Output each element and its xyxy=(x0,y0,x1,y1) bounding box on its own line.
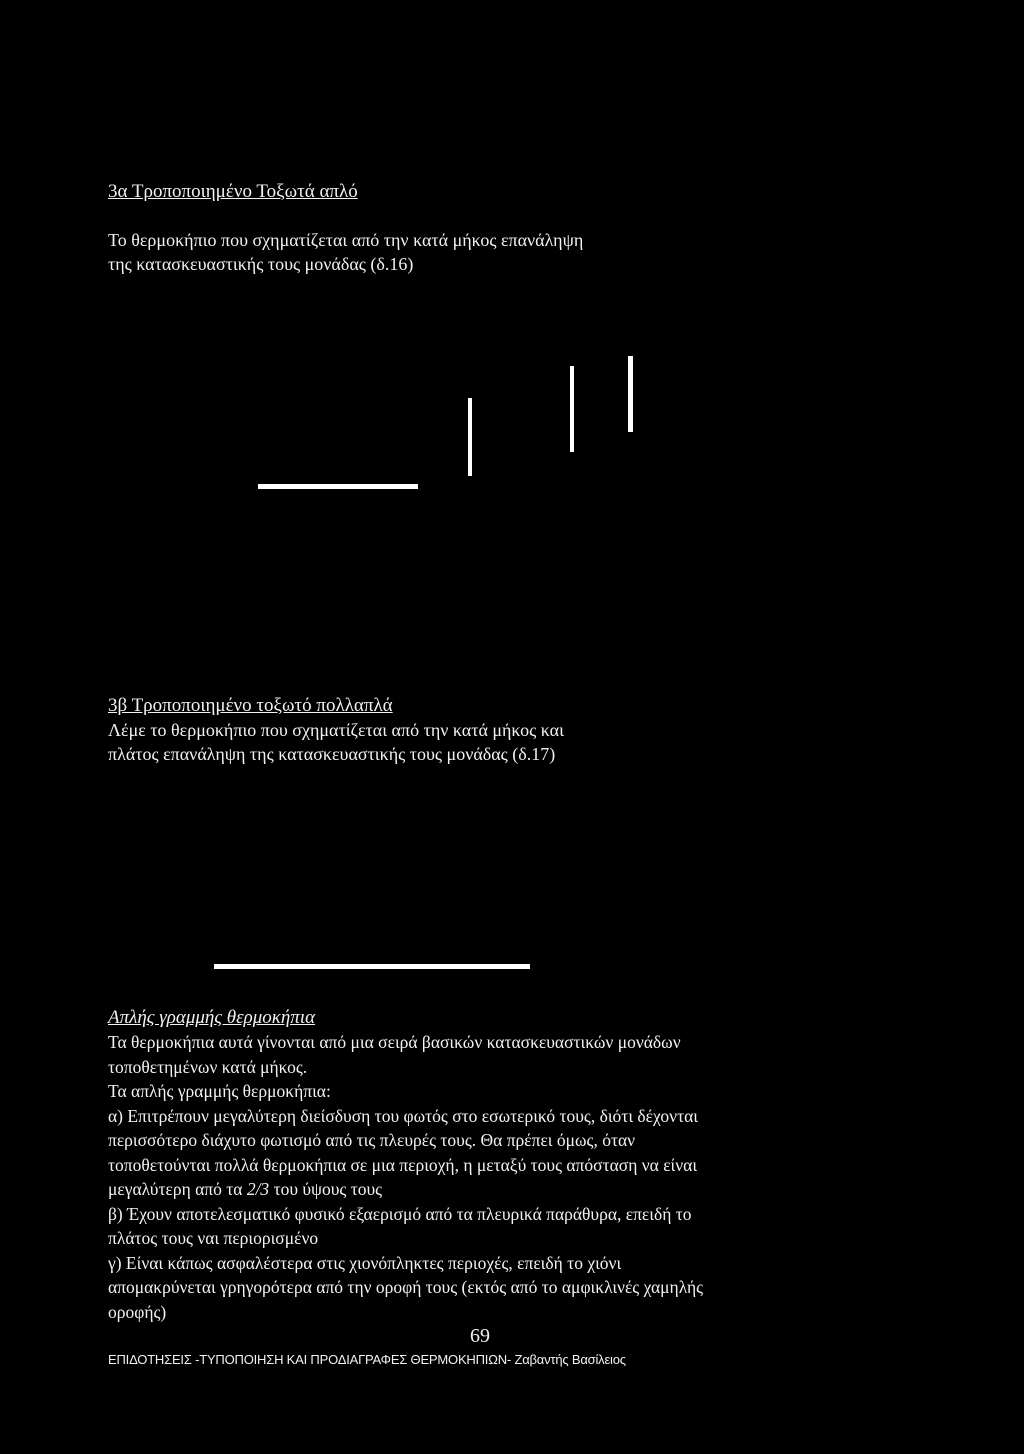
figure-16-vertical-bar-left xyxy=(468,398,472,476)
section-simple-heading: Απλής γραμμής θερμοκήπια xyxy=(108,1007,316,1028)
section-simple-body xyxy=(108,1030,908,1324)
section-3a-line: της κατασκευαστικής τους μονάδας (δ.16) xyxy=(108,254,414,274)
page-number: 69 xyxy=(470,1325,490,1347)
section-3b-line: πλάτος επανάληψη της κατασκευαστικής τους μονάδας (δ.17) xyxy=(108,744,556,764)
section-3a xyxy=(108,180,868,276)
body-line: οροφής) xyxy=(108,1301,167,1322)
section-simple-line xyxy=(108,1006,908,1324)
section-3b-line: Λέμε το θερμοκήπιο που σχηματίζεται από την κατά μήκος και xyxy=(108,720,564,740)
ratio-suffix: του ύψους τους xyxy=(269,1179,383,1199)
figure-16-horizontal-bar xyxy=(258,484,418,489)
body-line: α) Επιτρέπουν μεγαλύτερη διείσδυση του φωτός στο εσωτερικό τους, διότι δέχονται xyxy=(108,1105,698,1126)
ratio-value: 2/3 xyxy=(246,1179,270,1199)
body-line: πλάτος τους ναι περιορισμένο xyxy=(108,1228,319,1248)
ratio-prefix: μεγαλύτερη από τα xyxy=(108,1179,247,1199)
body-line: γ) Είναι κάπως ασφαλέστερα στις χιονόπληκτες περιοχές, επειδή το χιόνι xyxy=(108,1252,622,1273)
body-line: περισσότερο διάχυτο φωτισμό από τις πλευρές τους. Θα πρέπει όμως, όταν xyxy=(108,1130,636,1150)
body-line: τοποθετούνται πολλά θερμοκήπια σε μια περιοχή, η μεταξύ τους απόσταση να είναι xyxy=(108,1154,698,1175)
figure-17-horizontal-bar xyxy=(214,964,530,969)
section-3b xyxy=(108,694,868,766)
body-line: Τα απλής γραμμής θερμοκήπια: xyxy=(108,1081,331,1101)
figure-16-vertical-bar-middle xyxy=(570,366,574,452)
figure-16-vertical-bar-right xyxy=(628,356,633,432)
section-3a-heading: 3α Τροποποιημένο Τοξωτά απλό xyxy=(108,181,358,202)
section-3a-text xyxy=(108,228,868,276)
body-line: Τα θερμοκήπια αυτά γίνονται από μια σειρά βασικών κατασκευαστικών μονάδων xyxy=(108,1032,681,1052)
body-line: τοποθετημένων κατά μήκος. xyxy=(108,1056,308,1077)
section-3b-heading: 3β Τροποποιημένο τοξωτό πολλαπλά xyxy=(108,695,393,716)
body-line-ratio xyxy=(108,1177,908,1202)
page-footer: ΕΠΙΔΟΤΗΣΕΙΣ -ΤΥΠΟΠΟΙΗΣΗ ΚΑΙ ΠΡΟΔΙΑΓΡΑΦΕΣ ΘΕΡΜΟΚΗΠΙΩΝ- Ζαβαντής Βασίλειος xyxy=(108,1352,626,1367)
section-3a-line: Το θερμοκήπιο που σχηματίζεται από την κατά μήκος επανάληψη xyxy=(108,230,584,250)
body-line: απομακρύνεται γρηγορότερα από την οροφή τους (εκτός από το αμφικλινές χαμηλής xyxy=(108,1277,704,1297)
section-3b-text xyxy=(108,718,868,766)
body-line: β) Έχουν αποτελεσματικό φυσικό εξαερισμό από τα πλευρικά παράθυρα, επειδή το xyxy=(108,1203,692,1224)
